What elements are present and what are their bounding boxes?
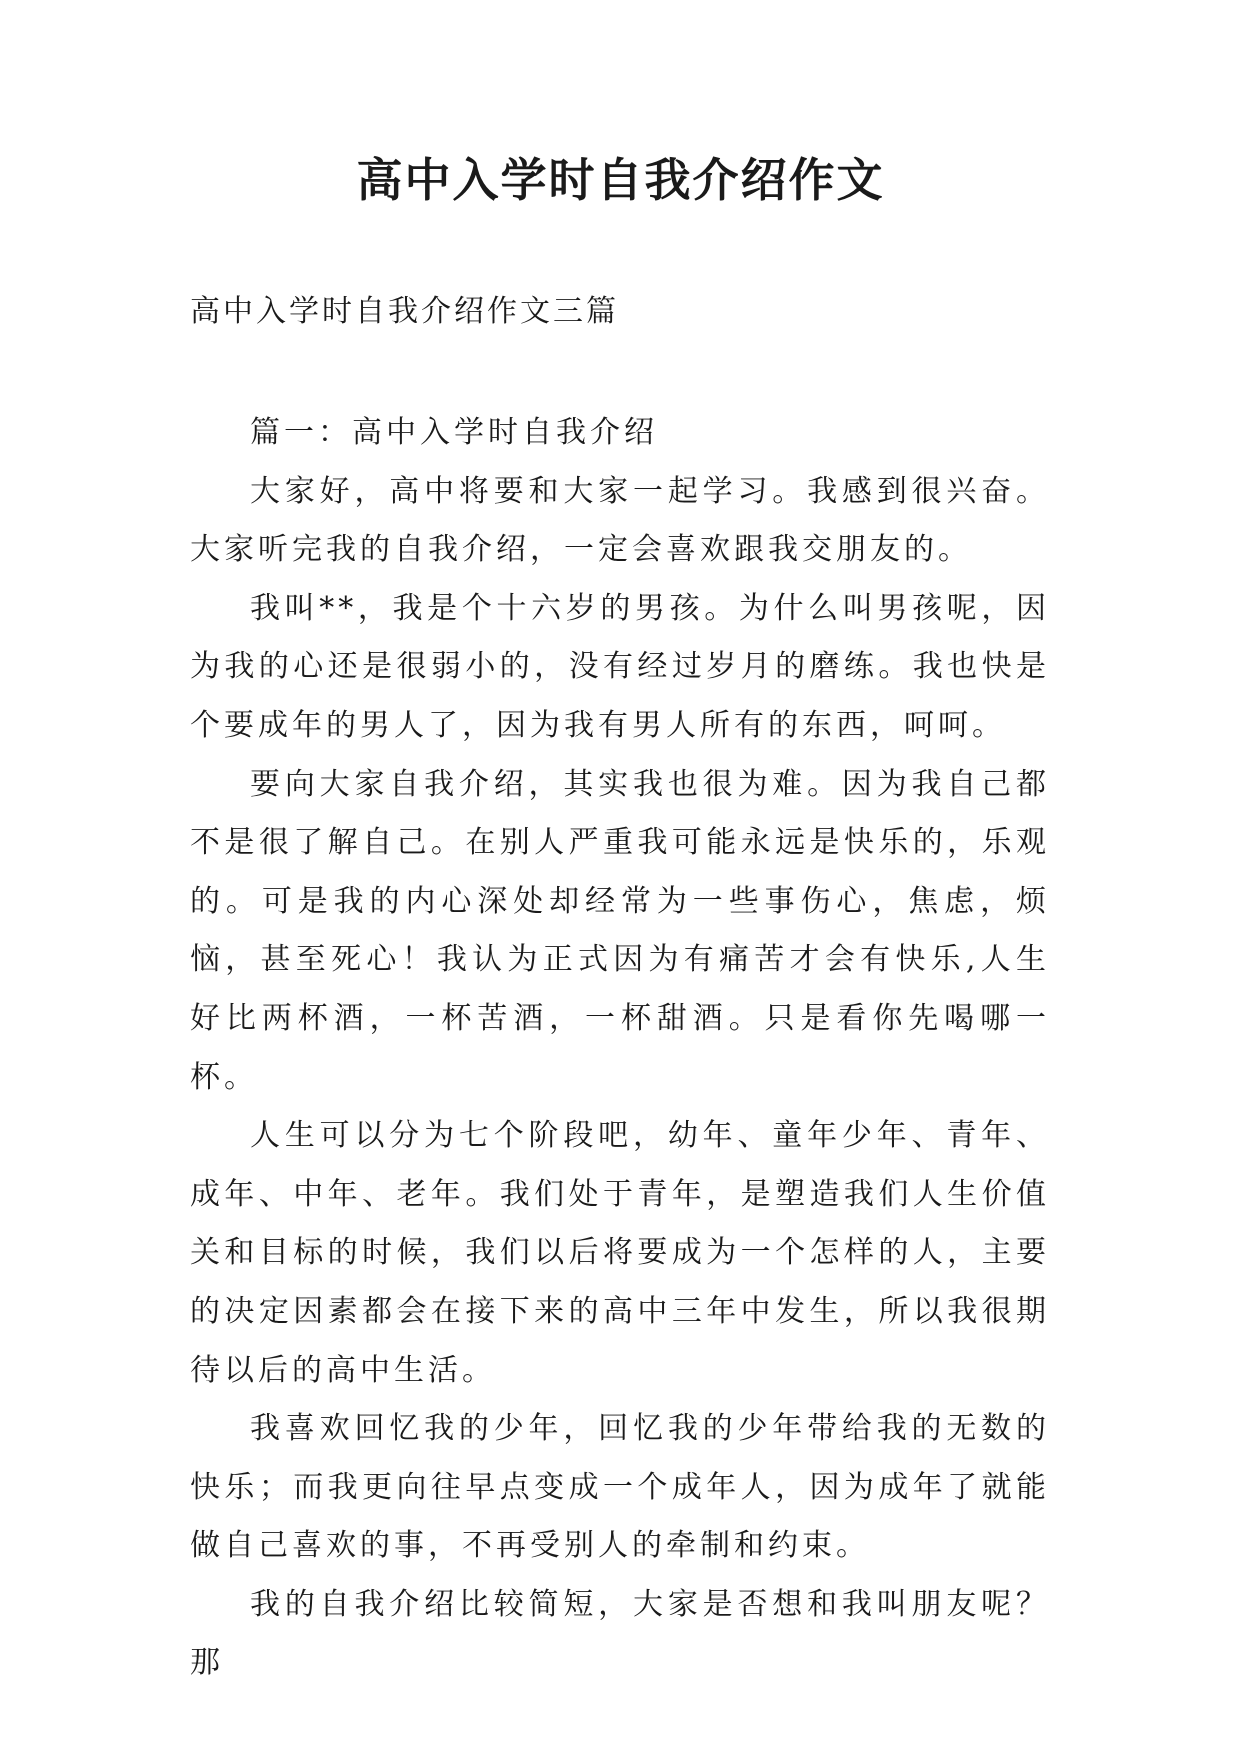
paragraph: 我喜欢回忆我的少年，回忆我的少年带给我的无数的快乐；而我更向往早点变成一个成年人，因为成年了就能做自己喜欢的事，不再受别人的牵制和约束。 bbox=[190, 1411, 1050, 1564]
paragraph: 大家好，高中将要和大家一起学习。我感到很兴奋。大家听完我的自我介绍，一定会喜欢跟我交朋友的。 bbox=[190, 473, 1050, 568]
paragraph: 我的自我介绍比较简短，大家是否想和我叫朋友呢？那 bbox=[190, 1586, 1050, 1681]
paragraph: 人生可以分为七个阶段吧，幼年、童年少年、青年、成年、中年、老年。我们处于青年，是塑造我们人生价值关和目标的时候，我们以后将要成为一个怎样的人，主要的决定因素都会在接下来的高中三年中发生，所以我很期待以后的高中生活。 bbox=[190, 1118, 1050, 1388]
paragraph: 要向大家自我介绍，其实我也很为难。因为我自己都不是很了解自己。在别人严重我可能永远是快乐的，乐观的。可是我的内心深处却经常为一些事伤心，焦虑，烦恼，甚至死心！我认为正式因为有痛苦才会有快乐,人生好比两杯酒，一杯苦酒，一杯甜酒。只是看你先喝哪一杯。 bbox=[190, 766, 1050, 1095]
paragraph: 我叫**，我是个十六岁的男孩。为什么叫男孩呢，因为我的心还是很弱小的，没有经过岁月的磨练。我也快是个要成年的男人了，因为我有男人所有的东西，呵呵。 bbox=[190, 590, 1050, 743]
document-body bbox=[190, 404, 1050, 1693]
document-title: 高中入学时自我介绍作文 bbox=[356, 153, 885, 207]
section-heading: 篇一：高中入学时自我介绍 bbox=[250, 415, 658, 450]
document-subtitle: 高中入学时自我介绍作文三篇 bbox=[190, 294, 619, 329]
